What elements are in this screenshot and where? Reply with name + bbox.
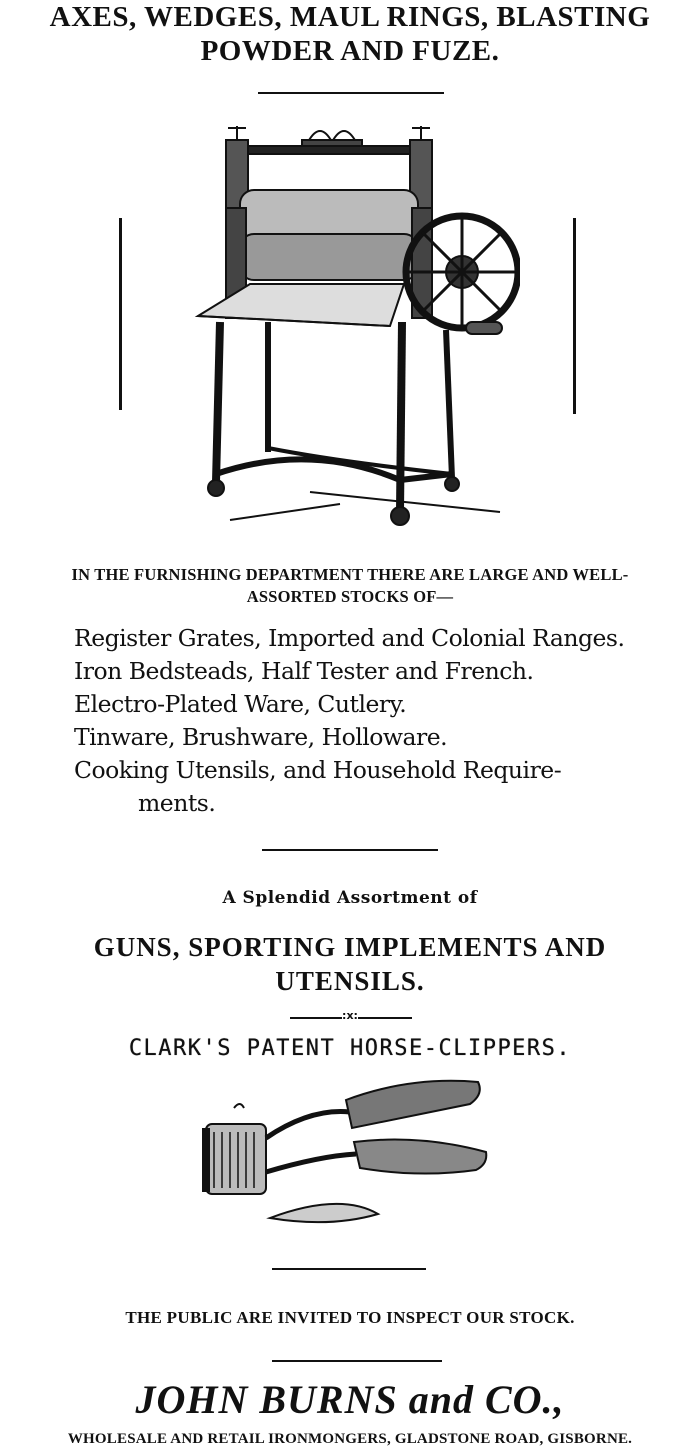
headline-line-1: AXES, WEDGES, MAUL RINGS, BLASTING — [49, 1, 651, 33]
clark-title: CLARK'S PATENT HORSE-CLIPPERS. — [128, 1036, 572, 1061]
list-item: Tinware, Brushware, Holloware. — [74, 723, 448, 751]
list-item: Electro-Plated Ware, Cutlery. — [74, 690, 407, 718]
list-item: Cooking Utensils, and Household Require- — [74, 756, 562, 784]
list-item: Register Grates, Imported and Colonial Ranges. — [74, 624, 625, 652]
divider-ornament: :x: — [342, 1009, 358, 1022]
list-item-continuation: ments. — [138, 789, 216, 817]
furnishing-list — [74, 622, 698, 820]
sporting-kicker: A Splendid Assortment of — [222, 888, 478, 908]
furnishing-intro-line-1: IN THE FURNISHING DEPARTMENT THERE ARE LARGE AND WELL- — [71, 565, 629, 584]
horse-clippers-illustration — [200, 1072, 490, 1232]
list-item: Iron Bedsteads, Half Tester and French. — [74, 657, 534, 685]
divider-rule — [258, 92, 444, 94]
furnishing-intro-line-2: ASSORTED STOCKS OF— — [246, 587, 454, 606]
divider-rule — [262, 849, 438, 851]
sporting-headline-line-2: UTENSILS. — [275, 966, 425, 996]
right-border-bar — [573, 218, 576, 414]
public-notice: THE PUBLIC ARE INVITED TO INSPECT OUR STOCK. — [125, 1308, 575, 1327]
divider-rule — [272, 1268, 426, 1270]
left-border-bar — [119, 218, 122, 410]
divider-rule-right — [358, 1017, 412, 1019]
mangle-illustration — [190, 112, 520, 532]
firm-name: JOHN BURNS and CO., — [135, 1377, 565, 1422]
sporting-headline-line-1: GUNS, SPORTING IMPLEMENTS AND — [93, 932, 607, 962]
divider-rule-left — [290, 1017, 342, 1019]
headline-line-2: POWDER AND FUZE. — [200, 35, 500, 67]
divider-rule — [272, 1360, 442, 1362]
firm-description: WHOLESALE AND RETAIL IRONMONGERS, GLADSTONE ROAD, GISBORNE. — [67, 1431, 633, 1447]
